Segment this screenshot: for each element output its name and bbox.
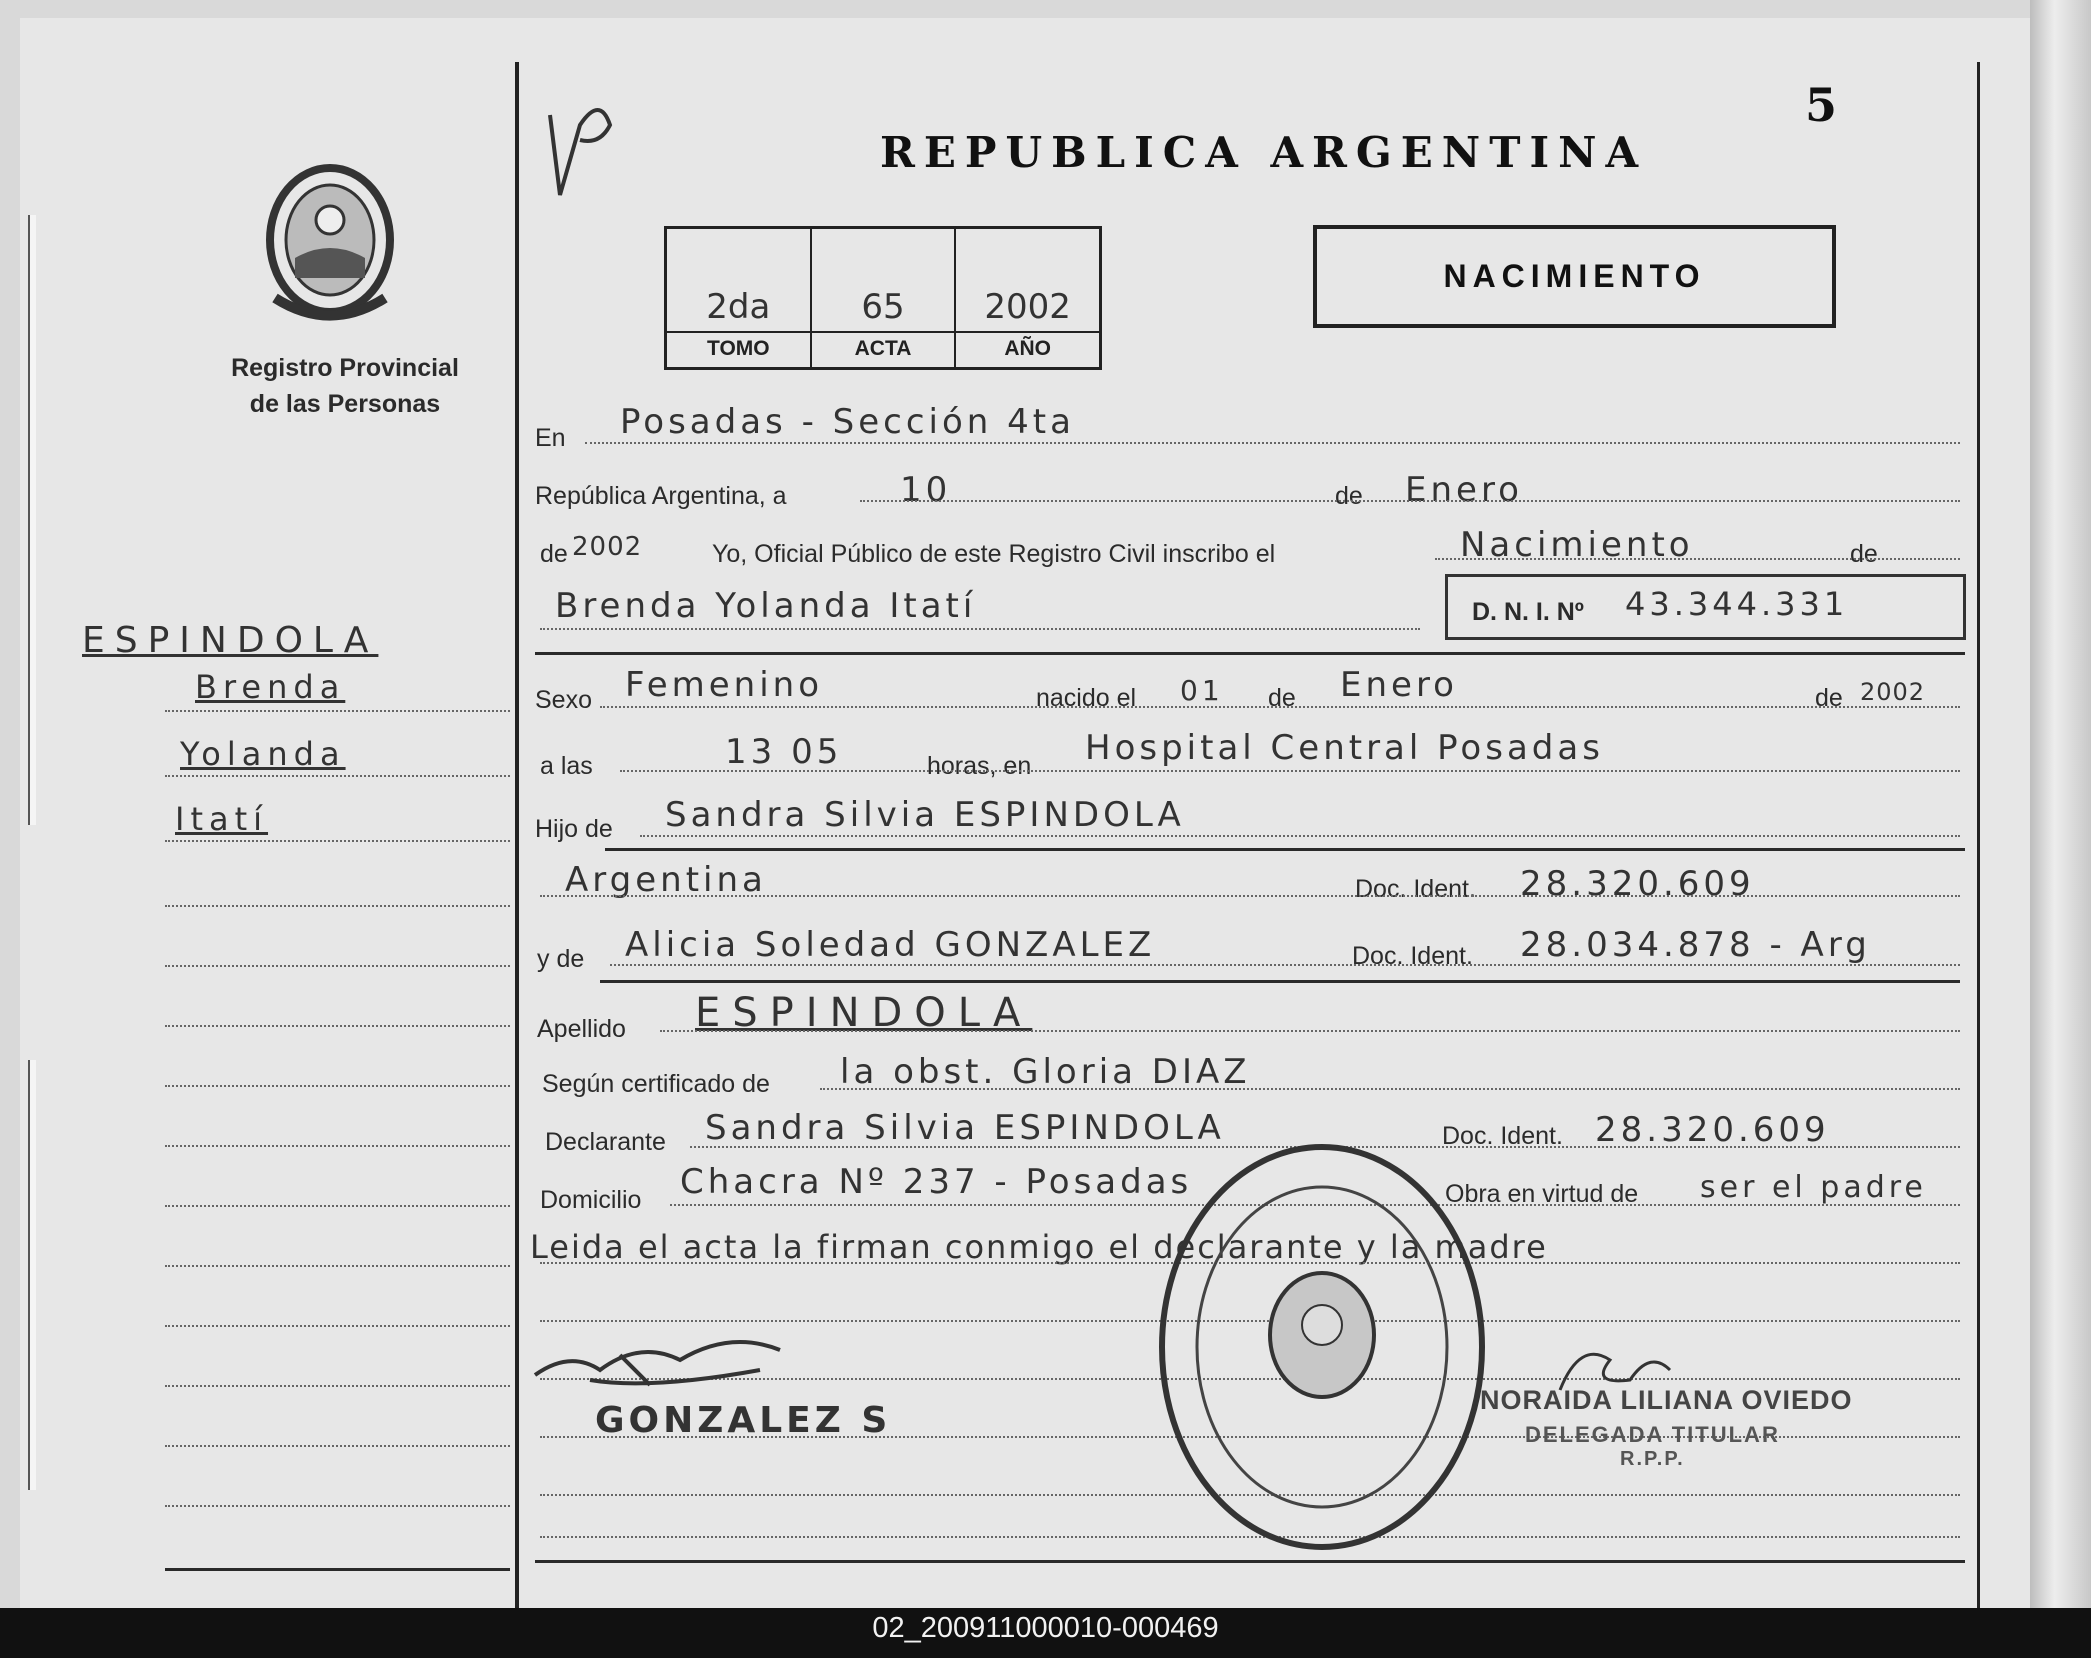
acta-cell <box>812 229 957 367</box>
anio-cell <box>956 229 1099 367</box>
dni-label: D. N. I. Nº <box>1472 598 1584 626</box>
yde-rule <box>610 964 1960 966</box>
margin-rule <box>165 1085 510 1087</box>
handwritten-signature <box>530 1320 790 1400</box>
margin-second-name: Yolanda <box>180 735 346 773</box>
signer-value: GONZALEZ S <box>595 1400 892 1441</box>
yde-label: y de <box>537 945 585 973</box>
page-number: 5 <box>1805 78 1838 132</box>
yo-rule <box>1435 558 1960 560</box>
person-rule <box>540 628 1420 630</box>
segun-label: Según certificado de <box>542 1070 770 1098</box>
dni-value: 43.344.331 <box>1625 585 1849 623</box>
doc1-label: Doc. Ident. <box>1355 875 1476 903</box>
right-border <box>1977 62 1980 1608</box>
margin-rule <box>165 840 510 842</box>
domicilio-label: Domicilio <box>540 1186 642 1214</box>
doc3-value: 28.320.609 <box>1595 1110 1830 1150</box>
birth-de-year-label: de <box>1815 684 1843 712</box>
republica-label: República Argentina, a <box>535 482 787 510</box>
reference-table <box>664 226 1102 370</box>
margin-rule <box>165 710 510 712</box>
yo-label: Yo, Oficial Público de este Registro Civil inscribo el <box>712 540 1276 568</box>
parent1-value: Sandra Silvia ESPINDOLA <box>665 795 1185 835</box>
act-value: Nacimiento <box>1460 525 1694 565</box>
hijo-rule <box>640 835 1960 837</box>
year-value: 2002 <box>572 532 643 562</box>
month-value: Enero <box>1405 470 1523 510</box>
margin-first-name: Brenda <box>195 668 346 706</box>
tomo-value: 2da <box>706 287 771 327</box>
column-divider <box>515 62 519 1608</box>
en-value: Posadas - Sección 4ta <box>620 402 1075 442</box>
hour-value: 13 05 <box>725 732 843 772</box>
official-stamp-icon <box>1155 1140 1490 1555</box>
de-label: de <box>1335 482 1363 510</box>
leida-value: Leida el acta la firman conmigo el declarante y la madre <box>530 1228 1548 1266</box>
margin-rule <box>165 1205 510 1207</box>
doc2-value: 28.034.878 - Arg <box>1520 925 1871 965</box>
margin-rule <box>165 1025 510 1027</box>
anio-label: AÑO <box>956 331 1099 361</box>
de-year-label: de <box>540 540 568 568</box>
en-rule <box>585 442 1960 444</box>
bottom-rule <box>535 1560 1965 1563</box>
binding-hole-top <box>28 215 36 825</box>
handwritten-initial-mark <box>540 85 640 205</box>
document-type-box: NACIMIENTO <box>1313 225 1836 328</box>
birth-day: 01 <box>1180 674 1224 707</box>
margin-rule <box>165 1445 510 1447</box>
doc3-label: Doc. Ident. <box>1442 1122 1563 1150</box>
birth-month: Enero <box>1340 665 1458 705</box>
registry-line-1: Registro Provincial <box>231 354 459 382</box>
sexo-value: Femenino <box>625 665 823 705</box>
day-value: 10 <box>900 470 952 510</box>
margin-rule <box>165 1505 510 1507</box>
place-value: Hospital Central Posadas <box>1085 728 1604 768</box>
margin-bottom-rule <box>165 1568 510 1571</box>
obra-label: Obra en virtud de <box>1445 1180 1639 1208</box>
official-title: DELEGADA TITULAR <box>1525 1422 1780 1447</box>
anio-value: 2002 <box>984 287 1071 327</box>
official-abbrev: R.P.P. <box>1620 1448 1685 1470</box>
margin-rule <box>165 1385 510 1387</box>
margin-rule <box>165 775 510 777</box>
tomo-label: TOMO <box>667 331 810 361</box>
registry-line-2: de las Personas <box>249 390 441 418</box>
section-divider-2 <box>605 848 1965 851</box>
acta-label: ACTA <box>812 331 955 361</box>
misiones-seal-icon <box>255 158 405 323</box>
sexo-rule <box>600 706 1960 708</box>
horas-label: horas, en <box>927 752 1032 780</box>
acta-value: 65 <box>861 287 905 327</box>
registry-name <box>180 350 510 422</box>
hijo-label: Hijo de <box>535 815 613 843</box>
section-divider-1 <box>535 652 1965 655</box>
doc2-label: Doc. Ident. <box>1352 942 1473 970</box>
person-value: Brenda Yolanda Itatí <box>555 586 977 626</box>
declarante-label: Declarante <box>545 1128 666 1156</box>
country-title: REPUBLICA ARGENTINA <box>880 128 1648 177</box>
margin-rule <box>165 905 510 907</box>
parent2-value: Alicia Soledad GONZALEZ <box>625 925 1156 965</box>
tomo-cell <box>667 229 812 367</box>
margin-rule <box>165 1325 510 1327</box>
apellido-label: Apellido <box>537 1015 626 1043</box>
birth-de-label: de <box>1268 684 1296 712</box>
republica-rule <box>860 500 1960 502</box>
segun-value: la obst. Gloria DIAZ <box>840 1052 1251 1092</box>
declarante-value: Sandra Silvia ESPINDOLA <box>705 1108 1225 1148</box>
apellido-rule <box>660 1030 1960 1032</box>
segun-rule <box>820 1088 1960 1090</box>
sexo-label: Sexo <box>535 686 592 714</box>
alas-rule <box>620 770 1960 772</box>
obra-value: ser el padre <box>1700 1170 1927 1205</box>
section-divider-3 <box>600 980 1960 983</box>
margin-rule <box>165 1265 510 1267</box>
nat1-rule <box>540 895 1960 897</box>
apellido-value: ESPINDOLA <box>695 990 1033 1036</box>
domicilio-value: Chacra Nº 237 - Posadas <box>680 1162 1193 1202</box>
page-curl-edge <box>2030 0 2091 1608</box>
margin-rule <box>165 965 510 967</box>
margin-third-name: Itatí <box>175 800 269 838</box>
nat1-value: Argentina <box>565 860 767 900</box>
doc1-value: 28.320.609 <box>1520 864 1755 904</box>
alas-label: a las <box>540 752 593 780</box>
en-label: En <box>535 424 566 452</box>
file-id: 02_200911000010-000469 <box>872 1612 1219 1644</box>
nacido-label: nacido el <box>1036 684 1137 712</box>
de2-label: de <box>1850 540 1878 568</box>
margin-surname: ESPINDOLA <box>82 620 379 661</box>
birth-year: 2002 <box>1860 678 1926 706</box>
binding-hole-bottom <box>28 1060 36 1490</box>
official-name: NORAIDA LILIANA OVIEDO <box>1480 1385 1853 1415</box>
margin-rule <box>165 1145 510 1147</box>
